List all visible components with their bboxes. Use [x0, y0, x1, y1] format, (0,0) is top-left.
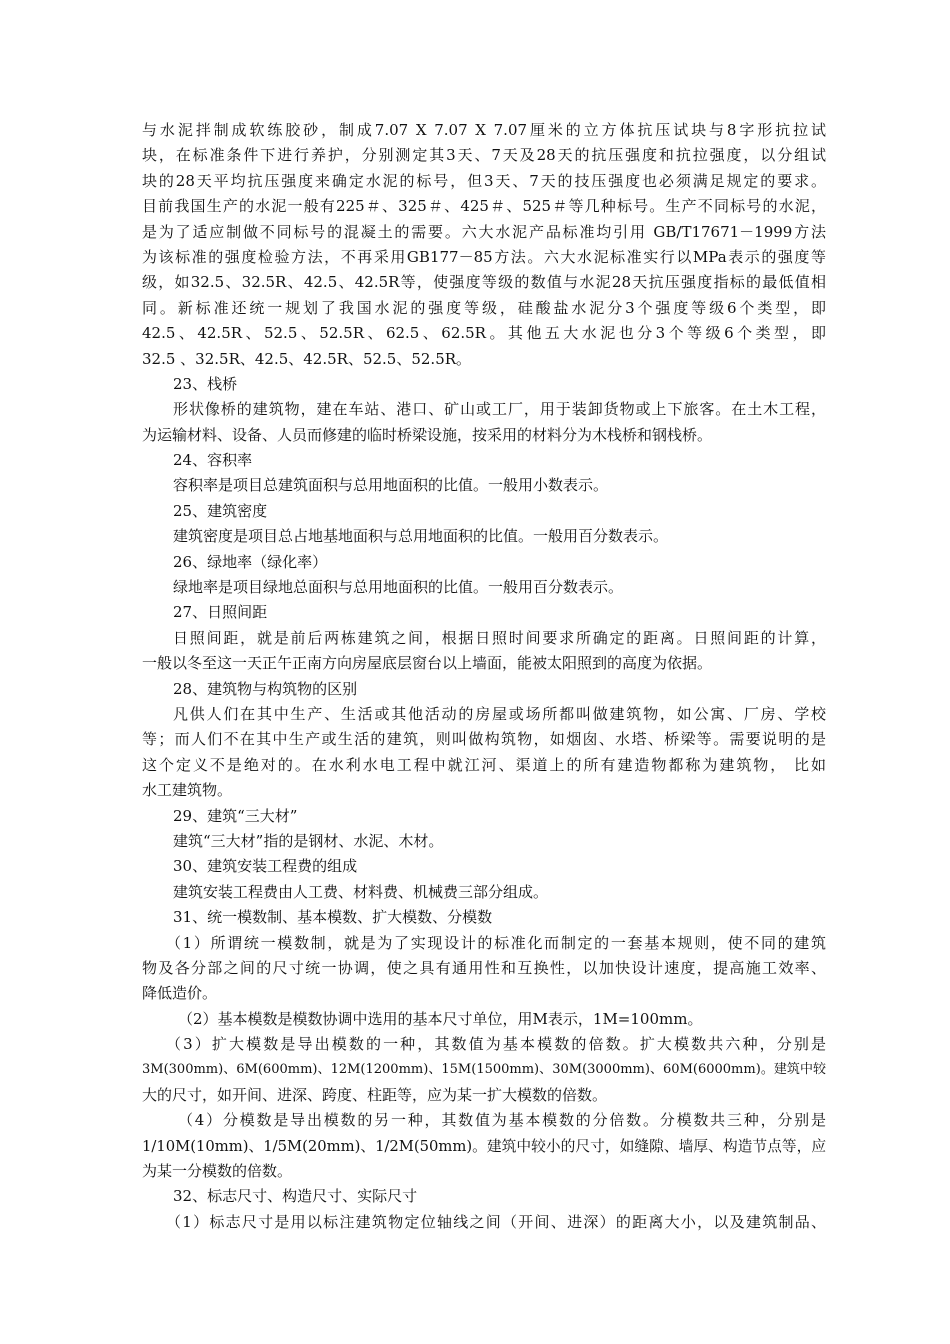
- text-line: 形状像桥的建筑物，建在车站、港口、矿山或工厂，用于装卸货物或上下旅客。在土木工程，: [173, 400, 826, 419]
- text-line: 与水泥拌制成软练胶砂，制成7.07 X 7.07 X 7.07厘米的立方体抗压试块与8字形抗拉试: [142, 121, 826, 139]
- document-body: [142, 118, 826, 1235]
- section-heading-31: 31、统一模数制、基本模数、扩大模数、分模数: [173, 908, 493, 927]
- section-heading-25: 25、建筑密度: [173, 501, 268, 520]
- text-line: 块的28天平均抗压强度来确定水泥的标号，但3天、7天的技压强度也必须满足规定的要求。: [142, 171, 826, 190]
- text-line: 级，如32.5、32.5R、42.5、42.5R等，使强度等级的数值与水泥28天抗压强度指标的最低值相: [142, 273, 826, 292]
- text-line: 块，在标准条件下进行养护，分别测定其3天、7天及28天的抗压强度和抗拉强度，以分组试: [142, 146, 826, 165]
- section-heading-30: 30、建筑安装工程费的组成: [173, 857, 358, 876]
- text-line: 这个定义不是绝对的。在水利水电工程中就江河、渠道上的所有建造物都称为建筑物， 比如: [142, 755, 826, 774]
- text-line: 42.5、42.5R、52.5、52.5R、62.5、62.5R。其他五大水泥也分3个等级6个类型，即: [142, 324, 826, 343]
- text-line: 是为了适应制做不同标号的混凝土的需要。六大水泥产品标准均引用 GB/T17671－1999方法: [142, 222, 826, 241]
- text-line: 绿地率是项目绿地总面积与总用地面积的比值。一般用百分数表示。: [173, 578, 624, 597]
- text-line: （4）分模数是导出模数的另一种，其数值为基本模数的分倍数。分模数共三种，分别是: [178, 1111, 826, 1130]
- text-line: （2）基本模数是模数协调中选用的基本尺寸单位，用M表示，1M=100mm。: [178, 1009, 703, 1028]
- section-heading-28: 28、建筑物与构筑物的区别: [173, 679, 358, 698]
- text-line: 32.5 、32.5R、42.5、42.5R、52.5、52.5R。: [142, 349, 472, 368]
- text-line: 1/10M(10mm)、1/5M(20mm)、1/2M(50mm)。建筑中较小的尺寸，如缝隙、墙厚、构造节点等，应: [142, 1137, 826, 1155]
- text-line: 大的尺寸，如开间、进深、跨度、柱距等，应为某一扩大模数的倍数。: [142, 1085, 608, 1104]
- section-heading-29: 29、建筑“三大材”: [173, 806, 298, 825]
- text-line: （1）所谓统一模数制，就是为了实现设计的标准化而制定的一套基本规则，使不同的建筑: [166, 933, 826, 952]
- text-line: （1）标志尺寸是用以标注建筑物定位轴线之间（开间、进深）的距离大小，以及建筑制品、: [166, 1212, 826, 1231]
- text-line: 为运输材料、设备、人员而修建的临时桥梁设施，按采用的材料分为木栈桥和钢栈桥。: [142, 425, 713, 444]
- section-heading-27: 27、日照间距: [173, 603, 268, 622]
- section-heading-32: 32、标志尺寸、构造尺寸、实际尺寸: [173, 1187, 418, 1206]
- text-line: 为该标准的强度检验方法，不再采用GB177－85方法。六大水泥标准实行以MPa表示的强度等: [142, 247, 826, 266]
- text-line: 建筑密度是项目总占地基地面积与总用地面积的比值。一般用百分数表示。: [173, 527, 669, 546]
- text-line: 同。新标准还统一规划了我国水泥的强度等级，硅酸盐水泥分3个强度等级6个类型，即: [142, 298, 826, 317]
- text-line: 水工建筑物。: [142, 781, 233, 800]
- text-line: 物及各分部之间的尺寸统一协调，使之具有通用性和互换性，以加快设计速度，提高施工效率、: [142, 958, 826, 977]
- text-line: 3M(300mm)、6M(600mm)、12M(1200mm)、15M(1500mm)、30M(3000mm)、60M(6000mm)。建筑中较: [142, 1062, 826, 1078]
- text-line: 等；而人们不在其中生产或生活的建筑，则叫做构筑物，如烟囱、水塔、桥梁等。需要说明的是: [142, 730, 826, 749]
- text-line: 一般以冬至这一天正午正南方向房屋底层窗台以上墙面，能被太阳照到的高度为依据。: [142, 654, 713, 673]
- text-line: 建筑安装工程费由人工费、材料费、机械费三部分组成。: [173, 882, 549, 901]
- section-heading-24: 24、容积率: [173, 451, 253, 470]
- text-line: （3）扩大模数是导出模数的一种，其数值为基本模数的倍数。扩大模数共六种，分别是: [166, 1035, 826, 1054]
- section-heading-26: 26、绿地率（绿化率）: [173, 552, 328, 571]
- text-line: 为某一分模数的倍数。: [142, 1162, 293, 1181]
- text-line: 降低造价。: [142, 984, 218, 1003]
- text-line: 建筑“三大材”指的是钢材、水泥、木材。: [173, 831, 444, 850]
- text-line: 凡供人们在其中生产、生活或其他活动的房屋或场所都叫做建筑物，如公寓、厂房、学校: [173, 704, 826, 723]
- text-line: 日照间距，就是前后两栋建筑之间，根据日照时间要求所确定的距离。日照间距的计算，: [173, 628, 826, 647]
- text-line: 容积率是项目总建筑面积与总用地面积的比值。一般用小数表示。: [173, 476, 609, 495]
- text-line: 目前我国生产的水泥一般有225＃、325＃、425＃、525＃等几种标号。生产不同标号的水泥，: [142, 197, 826, 216]
- section-heading-23: 23、栈桥: [173, 374, 238, 393]
